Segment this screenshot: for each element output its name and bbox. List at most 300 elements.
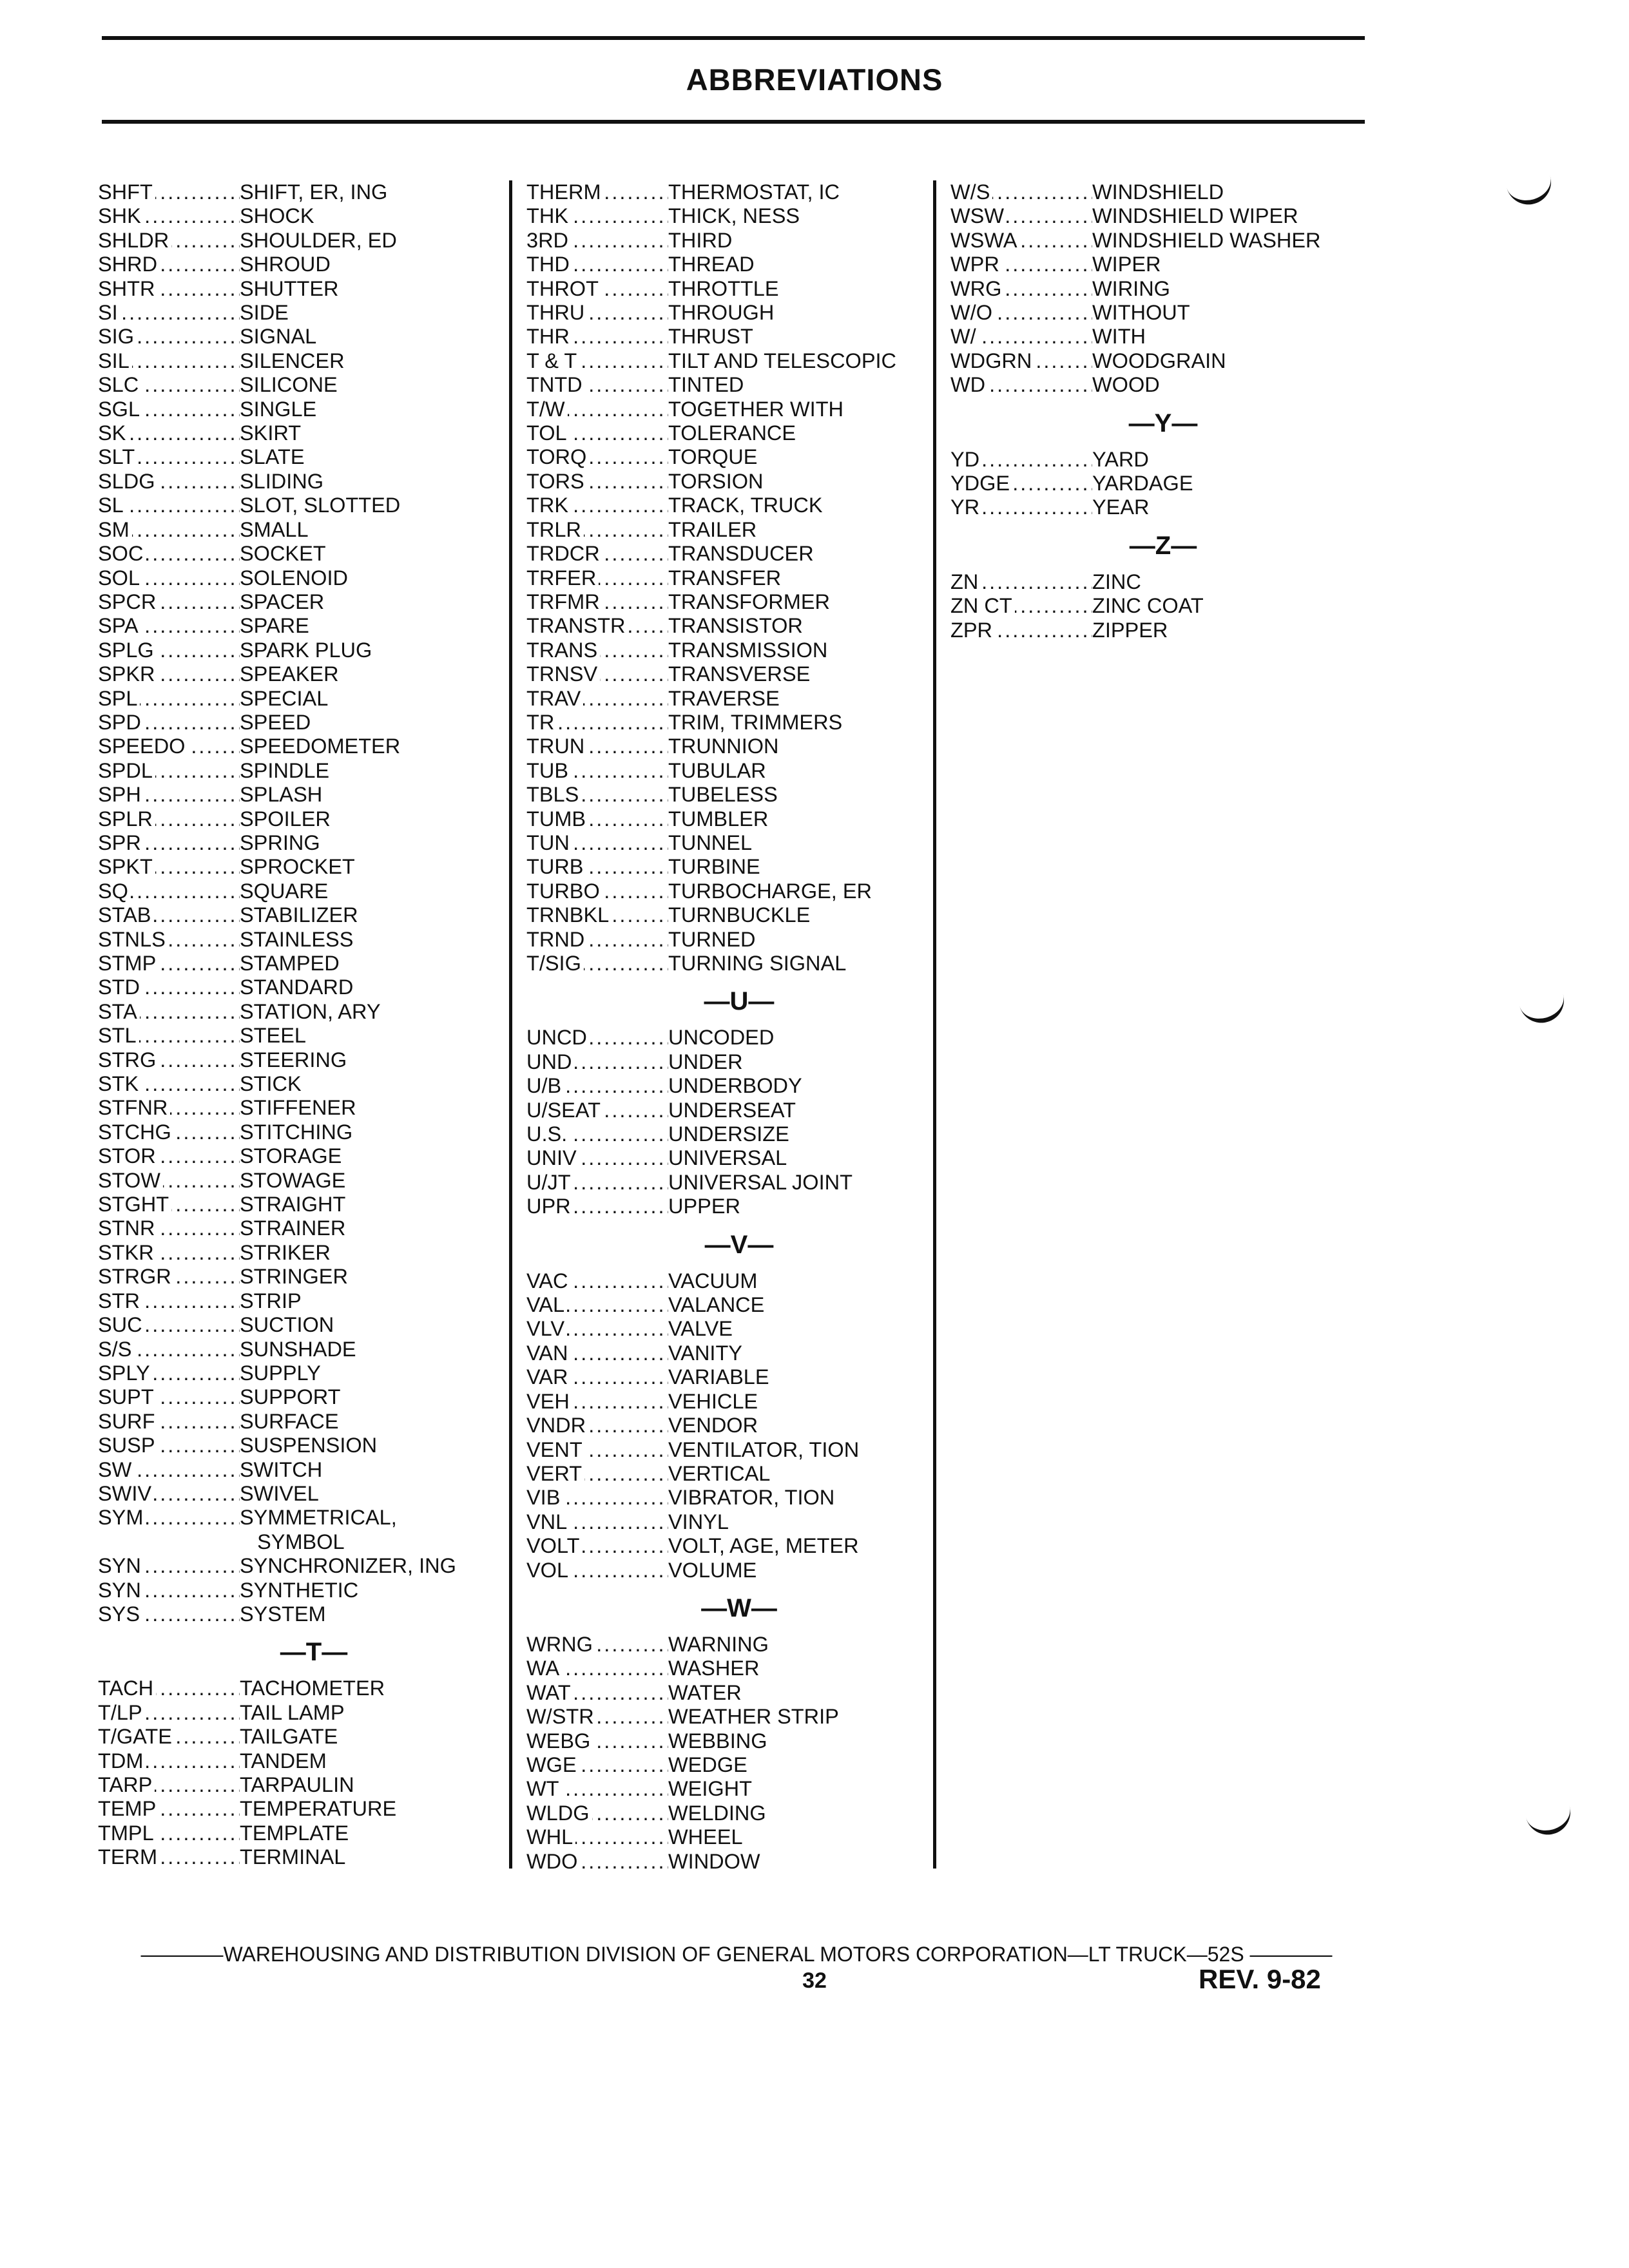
abbreviation-code — [98, 253, 240, 276]
abbreviation-code-text: TRLR — [526, 518, 584, 541]
abbreviation-code-text: WLDG — [526, 1802, 592, 1825]
abbreviation-code-text: TRFMR — [526, 590, 602, 613]
abbreviation-code-text: TARP — [98, 1773, 155, 1796]
abbreviation-meaning: SOCKET — [240, 542, 326, 566]
abbreviation-code — [526, 711, 668, 735]
abbreviation-code-text: VAC — [526, 1269, 570, 1293]
abbreviation-code — [526, 301, 668, 325]
abbreviation-meaning: STANDARD — [240, 975, 354, 999]
abbreviation-meaning: TRAVERSE — [668, 686, 780, 710]
abbreviation-entry — [526, 1681, 939, 1705]
abbreviation-code-text: TORS — [526, 470, 587, 493]
abbreviation-entry — [526, 204, 939, 228]
abbreviation-code-text: TRAV — [526, 687, 583, 710]
abbreviation-entry — [950, 570, 1363, 594]
abbreviation-meaning: STIFFENER — [240, 1096, 356, 1120]
abbreviation-meaning: WIRING — [1092, 276, 1170, 300]
abbreviation-meaning: TUBELESS — [668, 783, 778, 807]
punch-mark — [1518, 987, 1569, 1028]
abbreviation-entry — [526, 952, 939, 975]
abbreviation-meaning: TACHOMETER — [240, 1677, 385, 1700]
abbreviation-meaning: STICK — [240, 1072, 302, 1096]
abbreviation-meaning: TEMPLATE — [240, 1821, 349, 1845]
abbreviation-code-text: STR — [98, 1289, 142, 1312]
abbreviation-code-text: ZN CT — [950, 594, 1015, 617]
abbreviation-code — [526, 1269, 668, 1293]
abbreviation-code-text: UPR — [526, 1195, 574, 1218]
abbreviation-code — [98, 759, 240, 783]
abbreviation-meaning: TEMPERATURE — [240, 1797, 397, 1821]
abbreviation-meaning: TORSION — [668, 469, 764, 493]
abbreviation-entry — [98, 542, 491, 566]
abbreviation-meaning: SYMMETRICAL, — [240, 1506, 397, 1530]
column-1 — [98, 180, 491, 1870]
abbreviation-meaning: WINDOW — [668, 1849, 760, 1873]
abbreviation-meaning: STAINLESS — [240, 927, 354, 951]
abbreviation-code-text: T & T — [526, 349, 579, 372]
abbreviation-meaning: SQUARE — [240, 879, 329, 903]
abbreviation-code — [950, 472, 1092, 495]
abbreviation-entry — [98, 1120, 491, 1144]
abbreviation-entry — [98, 1410, 491, 1434]
abbreviation-code-text: TRK — [526, 494, 571, 517]
revision-label: REV. 9-82 — [1199, 1964, 1321, 1994]
abbreviation-code-text: TRDCR — [526, 542, 602, 565]
abbreviation-entry — [526, 1146, 939, 1170]
abbreviation-entry — [526, 1365, 939, 1389]
abbreviation-meaning: TOGETHER WITH — [668, 397, 844, 421]
abbreviation-meaning: SPEED — [240, 710, 311, 734]
abbreviation-code — [98, 1120, 240, 1144]
abbreviation-meaning: SKIRT — [240, 421, 302, 445]
abbreviation-meaning: THIRD — [668, 228, 733, 252]
abbreviation-meaning: SUSPENSION — [240, 1434, 378, 1457]
abbreviation-code — [526, 639, 668, 662]
abbreviation-entry — [98, 518, 491, 542]
abbreviation-meaning: SHOCK — [240, 204, 314, 228]
abbreviation-meaning: STRAIGHT — [240, 1193, 346, 1216]
punch-mark — [1524, 1799, 1576, 1840]
abbreviation-entry — [526, 1486, 939, 1510]
abbreviation-meaning: TILT AND TELESCOPIC — [668, 349, 896, 372]
abbreviation-meaning: STOWAGE — [240, 1168, 346, 1192]
abbreviation-meaning: WEDGE — [668, 1753, 747, 1776]
abbreviation-code — [526, 1657, 668, 1680]
abbreviation-code-text: TACH — [98, 1677, 156, 1700]
abbreviation-code-text: SYN — [98, 1554, 144, 1577]
abbreviation-code-text: THK — [526, 204, 571, 227]
abbreviation-code-text: VAR — [526, 1365, 570, 1389]
abbreviation-code — [98, 1602, 240, 1626]
section-header-w: —W— — [701, 1593, 777, 1622]
abbreviation-meaning: SPRING — [240, 831, 320, 854]
abbreviation-code-text: TEMP — [98, 1797, 159, 1820]
abbreviation-meaning: THREAD — [668, 253, 755, 276]
abbreviation-code-text: STK — [98, 1072, 141, 1095]
abbreviation-code-text: SURF — [98, 1410, 157, 1433]
abbreviation-code — [98, 1096, 240, 1120]
abbreviation-meaning: WARNING — [668, 1632, 769, 1656]
abbreviation-code — [98, 1024, 240, 1048]
abbreviation-meaning: UNDERSEAT — [668, 1098, 796, 1122]
abbreviation-meaning: THRUST — [668, 325, 753, 349]
abbreviation-entry — [98, 470, 491, 494]
abbreviation-code-text: SPD — [98, 711, 144, 734]
abbreviation-entry — [526, 1341, 939, 1365]
abbreviation-entry — [98, 879, 491, 903]
abbreviation-code — [950, 229, 1092, 253]
abbreviation-code-text: WHL — [526, 1825, 575, 1849]
abbreviation-entry — [526, 1438, 939, 1462]
abbreviation-entry — [526, 735, 939, 758]
abbreviation-entry — [950, 325, 1363, 349]
abbreviation-meaning: SWITCH — [240, 1457, 323, 1481]
abbreviation-code — [98, 1749, 240, 1773]
abbreviation-code-text: SWIV — [98, 1482, 154, 1505]
abbreviation-entry — [526, 1534, 939, 1558]
abbreviation-code — [98, 711, 240, 735]
abbreviation-code-text: STL — [98, 1024, 139, 1047]
abbreviation-code — [98, 1048, 240, 1072]
abbreviation-entry — [950, 277, 1363, 301]
abbreviation-entry — [950, 301, 1363, 325]
abbreviation-meaning: VALANCE — [668, 1293, 765, 1317]
abbreviation-code-text: WDGRN — [950, 349, 1034, 372]
abbreviation-meaning: STEERING — [240, 1048, 347, 1072]
abbreviation-code-text: STAB — [98, 903, 153, 927]
abbreviation-meaning: STRAINER — [240, 1216, 346, 1240]
abbreviation-entry — [526, 687, 939, 711]
abbreviation-entry — [98, 1749, 491, 1773]
abbreviation-entry — [98, 1361, 491, 1385]
abbreviation-code-text: VOLT — [526, 1534, 582, 1557]
abbreviation-code-text: VIB — [526, 1486, 563, 1509]
abbreviation-code — [526, 662, 668, 686]
abbreviation-entry — [98, 807, 491, 831]
abbreviation-code-text: W/O — [950, 301, 995, 324]
abbreviation-code-text: WRG — [950, 277, 1004, 300]
abbreviation-entry — [526, 1802, 939, 1825]
abbreviation-code-text: SHRD — [98, 253, 160, 276]
abbreviation-meaning: TINTED — [668, 373, 744, 397]
abbreviation-meaning: STRIP — [240, 1289, 302, 1312]
abbreviation-code — [98, 180, 240, 204]
abbreviation-entry — [950, 472, 1363, 495]
abbreviation-code — [526, 518, 668, 542]
column-2 — [509, 180, 939, 1873]
abbreviation-meaning: UNIVERSAL — [668, 1146, 787, 1170]
abbreviation-code — [98, 1000, 240, 1024]
abbreviation-meaning: WINDSHIELD WASHER — [1092, 228, 1321, 252]
abbreviation-code — [98, 855, 240, 879]
abbreviation-meaning: TUBULAR — [668, 758, 766, 782]
abbreviation-code — [950, 204, 1092, 228]
abbreviation-meaning: SWIVEL — [240, 1481, 319, 1505]
abbreviation-meaning: SPOILER — [240, 807, 331, 831]
abbreviation-code — [98, 1241, 240, 1265]
abbreviation-meaning: SILENCER — [240, 349, 345, 372]
abbreviation-code — [98, 662, 240, 686]
abbreviation-meaning: SHOULDER, ED — [240, 228, 397, 252]
abbreviation-entry — [526, 1462, 939, 1486]
abbreviation-entry — [526, 325, 939, 349]
abbreviation-entry — [98, 1482, 491, 1506]
abbreviation-code-text: VAL — [526, 1293, 567, 1316]
abbreviation-code — [98, 470, 240, 494]
abbreviation-code-text: TUN — [526, 831, 572, 854]
abbreviation-entry — [526, 614, 939, 638]
abbreviation-entry — [526, 759, 939, 783]
abbreviation-entry — [526, 1753, 939, 1777]
abbreviation-code-text: SLDG — [98, 470, 158, 493]
abbreviation-meaning: TERMINAL — [240, 1845, 346, 1869]
abbreviation-entry — [98, 1289, 491, 1313]
abbreviation-code — [526, 1510, 668, 1534]
abbreviation-code-text: YD — [950, 448, 982, 471]
abbreviation-code-text: TERM — [98, 1845, 160, 1869]
abbreviation-code — [98, 1169, 240, 1193]
abbreviation-entry — [526, 711, 939, 735]
abbreviation-entry — [950, 619, 1363, 642]
abbreviation-code — [98, 1773, 240, 1797]
abbreviation-entry — [98, 373, 491, 397]
abbreviation-meaning: TRAILER — [668, 517, 757, 541]
abbreviation-code — [98, 1554, 240, 1578]
abbreviation-entry — [98, 253, 491, 276]
abbreviation-code — [526, 398, 668, 421]
abbreviation-entry — [526, 398, 939, 421]
abbreviation-code — [98, 1144, 240, 1168]
abbreviation-entry — [950, 448, 1363, 472]
abbreviation-code — [526, 783, 668, 807]
abbreviation-code-text: SPLR — [98, 807, 155, 831]
abbreviation-code-text: VOL — [526, 1559, 571, 1582]
top-rule — [102, 36, 1365, 40]
abbreviation-code-text: TNTD — [526, 373, 585, 396]
abbreviation-code — [526, 1050, 668, 1074]
abbreviation-entry — [98, 783, 491, 807]
abbreviation-meaning: WINDSHIELD WIPER — [1092, 204, 1298, 228]
abbreviation-meaning: WASHER — [668, 1657, 760, 1680]
title-bottom-rule — [102, 120, 1365, 124]
abbreviation-code-text: VENT — [526, 1438, 585, 1461]
abbreviation-code — [98, 1193, 240, 1216]
abbreviation-entry — [98, 1554, 491, 1578]
abbreviation-code — [526, 1293, 668, 1317]
abbreviation-meaning: TURBOCHARGE, ER — [668, 879, 872, 903]
abbreviation-entry — [98, 1193, 491, 1216]
abbreviation-code — [98, 398, 240, 421]
abbreviation-code — [526, 325, 668, 349]
abbreviation-entry — [98, 1773, 491, 1797]
abbreviation-code — [98, 1579, 240, 1602]
abbreviation-code-text: VNL — [526, 1510, 570, 1533]
abbreviation-meaning: WIPER — [1092, 253, 1161, 276]
abbreviation-meaning: SOLENOID — [240, 566, 348, 590]
abbreviation-code — [526, 229, 668, 253]
abbreviation-code-text: SLC — [98, 373, 141, 396]
abbreviation-meaning: TAILGATE — [240, 1725, 338, 1749]
abbreviation-entry — [526, 855, 939, 879]
abbreviation-code — [98, 735, 240, 758]
abbreviation-code — [98, 421, 240, 445]
abbreviation-code — [526, 494, 668, 517]
abbreviation-code-text: WSW — [950, 204, 1007, 227]
abbreviation-entry — [950, 495, 1363, 519]
abbreviation-code — [98, 1458, 240, 1482]
abbreviation-code — [98, 639, 240, 662]
abbreviation-entry — [526, 1390, 939, 1414]
abbreviation-entry — [526, 518, 939, 542]
abbreviation-entry — [526, 831, 939, 855]
abbreviation-code-text: THD — [526, 253, 572, 276]
abbreviation-code-text: SPKR — [98, 662, 158, 686]
abbreviation-entry — [98, 1216, 491, 1240]
abbreviation-code — [98, 1410, 240, 1434]
abbreviation-entry — [98, 398, 491, 421]
abbreviation-meaning: STABILIZER — [240, 903, 358, 927]
abbreviation-entry — [526, 807, 939, 831]
abbreviation-meaning: STAMPED — [240, 952, 340, 975]
abbreviation-entry — [526, 1633, 939, 1657]
abbreviation-code-text: SOL — [98, 566, 142, 590]
abbreviation-code — [98, 349, 240, 373]
abbreviation-entry — [526, 373, 939, 397]
abbreviation-code — [98, 975, 240, 999]
abbreviation-meaning: SPINDLE — [240, 758, 330, 782]
abbreviation-entry — [98, 1072, 491, 1096]
abbreviation-code — [98, 566, 240, 590]
abbreviation-meaning: SIDE — [240, 301, 289, 325]
abbreviation-code — [950, 619, 1092, 642]
abbreviation-code-text: STGHT — [98, 1193, 171, 1216]
abbreviation-code — [98, 518, 240, 542]
abbreviation-code-text: TR — [526, 711, 557, 734]
abbreviation-meaning: TORQUE — [668, 445, 758, 469]
abbreviation-entry — [950, 204, 1363, 228]
abbreviation-list — [526, 1026, 939, 1218]
abbreviation-code — [98, 1506, 240, 1530]
abbreviation-entry — [98, 928, 491, 952]
abbreviation-meaning: VOLT, AGE, METER — [668, 1534, 859, 1558]
punch-mark — [1505, 169, 1556, 210]
abbreviation-meaning: SPEEDOMETER — [240, 735, 401, 758]
abbreviation-entry — [98, 1506, 491, 1530]
abbreviation-code-text: VNDR — [526, 1414, 588, 1437]
abbreviation-code — [526, 614, 668, 638]
abbreviation-entry — [98, 1797, 491, 1821]
abbreviation-code-text: SI — [98, 301, 120, 324]
abbreviation-entry — [526, 1269, 939, 1293]
abbreviation-meaning: WATER — [668, 1680, 742, 1704]
abbreviation-code — [950, 301, 1092, 325]
abbreviation-entry — [98, 204, 491, 228]
abbreviation-meaning: SILICONE — [240, 373, 338, 397]
abbreviation-code-text: SIL — [98, 349, 132, 372]
abbreviation-code-text: STNR — [98, 1216, 157, 1240]
abbreviation-meaning: YARD — [1092, 447, 1149, 471]
abbreviation-entry — [98, 903, 491, 927]
abbreviation-list — [950, 570, 1363, 642]
abbreviation-code — [98, 1482, 240, 1506]
abbreviation-entry — [526, 542, 939, 566]
abbreviation-code-text: WT — [526, 1777, 562, 1800]
abbreviation-list — [98, 1677, 491, 1869]
abbreviation-entry — [526, 1510, 939, 1534]
abbreviation-meaning: SLIDING — [240, 469, 324, 493]
abbreviation-meaning: WHEEL — [668, 1825, 743, 1849]
abbreviation-meaning: TURNBUCKLE — [668, 903, 811, 927]
abbreviation-entry — [526, 1099, 939, 1122]
abbreviation-entry — [98, 711, 491, 735]
abbreviation-code — [526, 566, 668, 590]
abbreviation-meaning: WITHOUT — [1092, 301, 1190, 325]
abbreviation-meaning: SHIFT, ER, ING — [240, 180, 388, 204]
abbreviation-code-text: TOL — [526, 421, 570, 445]
abbreviation-entry — [98, 1313, 491, 1337]
abbreviation-entry — [526, 229, 939, 253]
abbreviation-code — [950, 180, 1092, 204]
abbreviation-code-text: TRNSV — [526, 662, 600, 686]
abbreviation-code-text: YDGE — [950, 472, 1012, 495]
abbreviation-code-text: STNLS — [98, 928, 168, 951]
abbreviation-entry — [98, 349, 491, 373]
abbreviation-meaning: SYMBOL — [240, 1530, 345, 1553]
abbreviation-meaning: SUPPLY — [240, 1361, 321, 1385]
abbreviation-code — [526, 1341, 668, 1365]
abbreviation-code-text: WEBG — [526, 1729, 593, 1753]
abbreviation-entry — [526, 421, 939, 445]
abbreviation-code-text: SPR — [98, 831, 144, 854]
abbreviation-entry — [526, 1195, 939, 1218]
abbreviation-code-text: SHK — [98, 204, 144, 227]
abbreviation-code — [526, 349, 668, 373]
abbreviation-code — [526, 253, 668, 276]
abbreviation-entry — [98, 639, 491, 662]
abbreviation-code-text: SHTR — [98, 277, 157, 300]
abbreviation-code-text: WRNG — [526, 1633, 595, 1656]
abbreviation-code-text: TORQ — [526, 445, 589, 468]
abbreviation-code-text: TRFER — [526, 566, 599, 590]
abbreviation-entry — [526, 662, 939, 686]
abbreviation-meaning: UPPER — [668, 1195, 740, 1218]
abbreviation-code — [526, 928, 668, 952]
abbreviation-code-text: WSWA — [950, 229, 1020, 252]
abbreviation-meaning: UNIVERSAL JOINT — [668, 1170, 853, 1194]
abbreviation-code — [526, 1365, 668, 1389]
abbreviation-entry — [526, 1414, 939, 1437]
abbreviation-code — [526, 1777, 668, 1801]
abbreviation-entry — [98, 1845, 491, 1869]
abbreviation-code — [98, 325, 240, 349]
abbreviation-meaning: VENDOR — [668, 1414, 758, 1437]
abbreviation-entry — [98, 1677, 491, 1700]
abbreviation-entry — [98, 1725, 491, 1749]
abbreviation-code — [526, 735, 668, 758]
abbreviation-list — [526, 180, 939, 975]
abbreviation-code-text: TRNBKL — [526, 903, 612, 927]
abbreviation-code — [98, 542, 240, 566]
abbreviation-code — [526, 590, 668, 614]
abbreviation-code — [98, 687, 240, 711]
abbreviation-code — [526, 1486, 668, 1510]
abbreviation-code-text: SYM — [98, 1506, 146, 1529]
abbreviation-entry — [98, 662, 491, 686]
abbreviation-code — [526, 1729, 668, 1753]
abbreviation-code — [526, 1802, 668, 1825]
abbreviation-code — [526, 807, 668, 831]
abbreviation-entry — [98, 1241, 491, 1265]
